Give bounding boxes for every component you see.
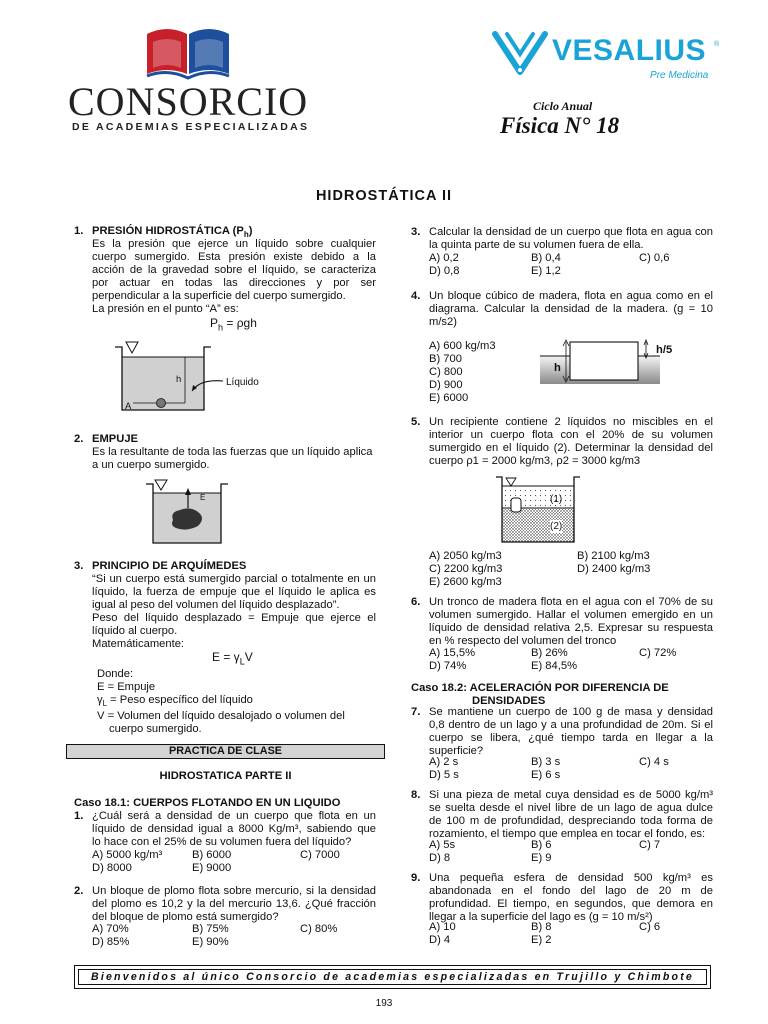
footer-banner	[74, 965, 711, 989]
question-text: Si una pieza de metal cuya densidad es de 5000 kg/m³ se suelta desde el nivel libre de un lago de agua dulce de 100 m de profundidad, despreciando toda forma de rozamiento, el tiempo que emplea en tocar el fondo, es:	[429, 789, 713, 840]
page-number: 193	[375, 998, 393, 1009]
answer-options: A) 600 kg/m3 B) 700 C) 800 D) 900 E) 6000	[429, 340, 496, 404]
height-label: h	[554, 362, 561, 374]
question-number: 4.	[411, 290, 421, 302]
answer-options: A) 5s B) 6 C) 7 D) 8 E) 9	[429, 839, 661, 864]
height-label: h	[176, 374, 182, 385]
answer-options: A) 5000 kg/m³ B) 6000 C) 7000 D) 8000 E) 9000	[92, 849, 340, 874]
question-text: ¿Cuál será a densidad de un cuerpo que flota en un líquido de densidad igual a 8000 Kg/m³, sabiendo que lo hace con el 25% de su volumen fuera del líquido?	[92, 810, 376, 848]
vesalius-logo-icon	[492, 30, 548, 76]
point-a-label: A	[125, 401, 132, 412]
question-text: Un recipiente contiene 2 líquidos no miscibles en el interior un cuerpo flota con el 20% de su volumen sumergido en el líquido (2). Determinar la densidad del cuerpo ρ1 = 2000 kg/m3, ρ2 = 3000 kg/m3	[429, 416, 713, 467]
height-fraction-label: h/5	[656, 344, 673, 356]
section-heading: PRESIÓN HIDROSTÁTICA $(P_h)$	[92, 225, 253, 240]
vesalius-tagline: Pre Medicina	[650, 70, 709, 81]
buoyancy-diagram	[140, 478, 240, 546]
section-number: 2.	[74, 433, 84, 445]
liquid-1-label: (1)	[550, 494, 563, 505]
question-text: Se mantiene un cuerpo de 100 g de masa y densidad 0,8 dentro de un lago y a una profundidad de 20m. Si el cuerpo se libera, ¿qué tiempo tarda en llegar a la superficie?	[429, 706, 713, 757]
subject-title: Física N° 18	[500, 113, 620, 138]
pressure-formula: $P_h = \rho gh$	[210, 316, 257, 333]
answer-options: A) 2050 kg/m3 B) 2100 kg/m3 C) 2200 kg/m3 D) 2400 kg/m3 E) 2600 kg/m3	[429, 550, 651, 588]
section-number: 1.	[74, 225, 84, 237]
question-text: Un bloque de plomo flota sobre mercurio, si la densidad del plomo es 10,2 y la del mercurio 13,6. ¿Qué fracción del bloque de plomo está sumergido?	[92, 885, 376, 923]
answer-options: A) 2 s B) 3 s C) 4 s D) 5 s E) 6 s	[429, 756, 669, 781]
liquid-2-label: (2)	[550, 521, 563, 532]
two-liquids-diagram	[494, 474, 586, 546]
question-number: 8.	[411, 789, 421, 801]
definitions: Donde: E = Empuje $\gamma_L$ = Peso específico del líquido V = Volumen del líquido desalojado o volumen del cuerpo sumergido.	[97, 668, 345, 736]
section-heading: EMPUJE	[92, 433, 139, 445]
question-text: Calcular la densidad de un cuerpo que flota en agua con la quinta parte de su volumen fuera de ella.	[429, 226, 713, 251]
liquid-label: Líquido	[226, 377, 259, 388]
question-number: 6.	[411, 596, 421, 608]
archimedes-formula: $E = \gamma_LV$	[212, 650, 253, 667]
answer-options: A) 10 B) 8 C) 6 D) 4 E) 2	[429, 921, 661, 946]
case-heading: Caso 18.2: ACELERACIÓN POR DIFERENCIA DE	[411, 682, 669, 694]
consorcio-book-logo	[143, 24, 233, 86]
page-title: HIDROSTÁTICA II	[315, 188, 453, 204]
answer-options: A) 0,2 B) 0,4 C) 0,6 D) 0,8 E) 1,2	[429, 252, 670, 277]
section-heading: PRINCIPIO DE ARQUÍMEDES	[92, 560, 247, 572]
question-number: 1.	[74, 810, 84, 822]
buoyancy-label: E	[200, 493, 206, 502]
consorcio-logo-text: CONSORCIO	[68, 79, 309, 124]
section-text: “Si un cuerpo está sumergido parcial o totalmente en un líquido, la fuerza de empuje que el líquido le aplica es igual al peso del volumen del líquido desplazado”. Peso del líquido desplazado = Empuje que ejerce el líquido al cuerpo. Matemáticamente:	[92, 573, 376, 650]
question-number: 3.	[411, 226, 421, 238]
answer-options: A) 15,5% B) 26% C) 72% D) 74% E) 84,5%	[429, 647, 677, 672]
case-heading: Caso 18.1: CUERPOS FLOTANDO EN UN LIQUIDO	[74, 797, 341, 809]
question-number: 9.	[411, 872, 421, 884]
question-text: Una pequeña esfera de densidad 500 kg/m³ es abandonada en el fondo del lago de 20 m de profundidad. El tiempo, en segundos, que demora en llegar a la superficie del lago es (g = 10 m/s²)	[429, 872, 713, 923]
consorcio-logo-subtitle: DE ACADEMIAS ESPECIALIZADAS	[72, 121, 310, 133]
practice-subtitle: HIDROSTATICA PARTE II	[159, 770, 292, 782]
footer-text: Bienvenidos al único Consorcio de academias especializadas en Trujillo y Chimbote	[78, 969, 707, 985]
section-number: 3.	[74, 560, 84, 572]
question-number: 2.	[74, 885, 84, 897]
section-text: Es la resultante de toda las fuerzas que un líquido aplica a un cuerpo sumergido.	[92, 446, 373, 471]
question-number: 5.	[411, 416, 421, 428]
vesalius-logo-text: VESALIUS	[552, 34, 707, 67]
section-text: Es la presión que ejerce un líquido sobre cualquier cuerpo sumergido. Esta presión existe debido a la acción de la gravedad sobre el líquido, se caracteriza por actuar en todas las direcciones y por ser perpendicular a la superficie del cuerpo sumergido. La presión en el punto “A” es:	[92, 238, 376, 315]
question-number: 7.	[411, 706, 421, 718]
practice-banner: PRACTICA DE CLASE	[66, 744, 385, 759]
case-heading-cont: DENSIDADES	[472, 695, 546, 707]
registered-mark: ®	[714, 41, 720, 48]
question-text: Un bloque cúbico de madera, flota en agua como en el diagrama. Calcular la densidad de la madera. (g = 10 m/s2)	[429, 290, 713, 328]
cycle-label: Ciclo Anual	[533, 99, 593, 113]
question-text: Un tronco de madera flota en el agua con el 70% de su volumen sumergido. Hallar el volumen emergido en un líquido de densidad relativa 2,5. Expresar su respuesta en % respecto del volumen del tronco	[429, 596, 713, 647]
answer-options: A) 70% B) 75% C) 80% D) 85% E) 90%	[92, 923, 338, 948]
